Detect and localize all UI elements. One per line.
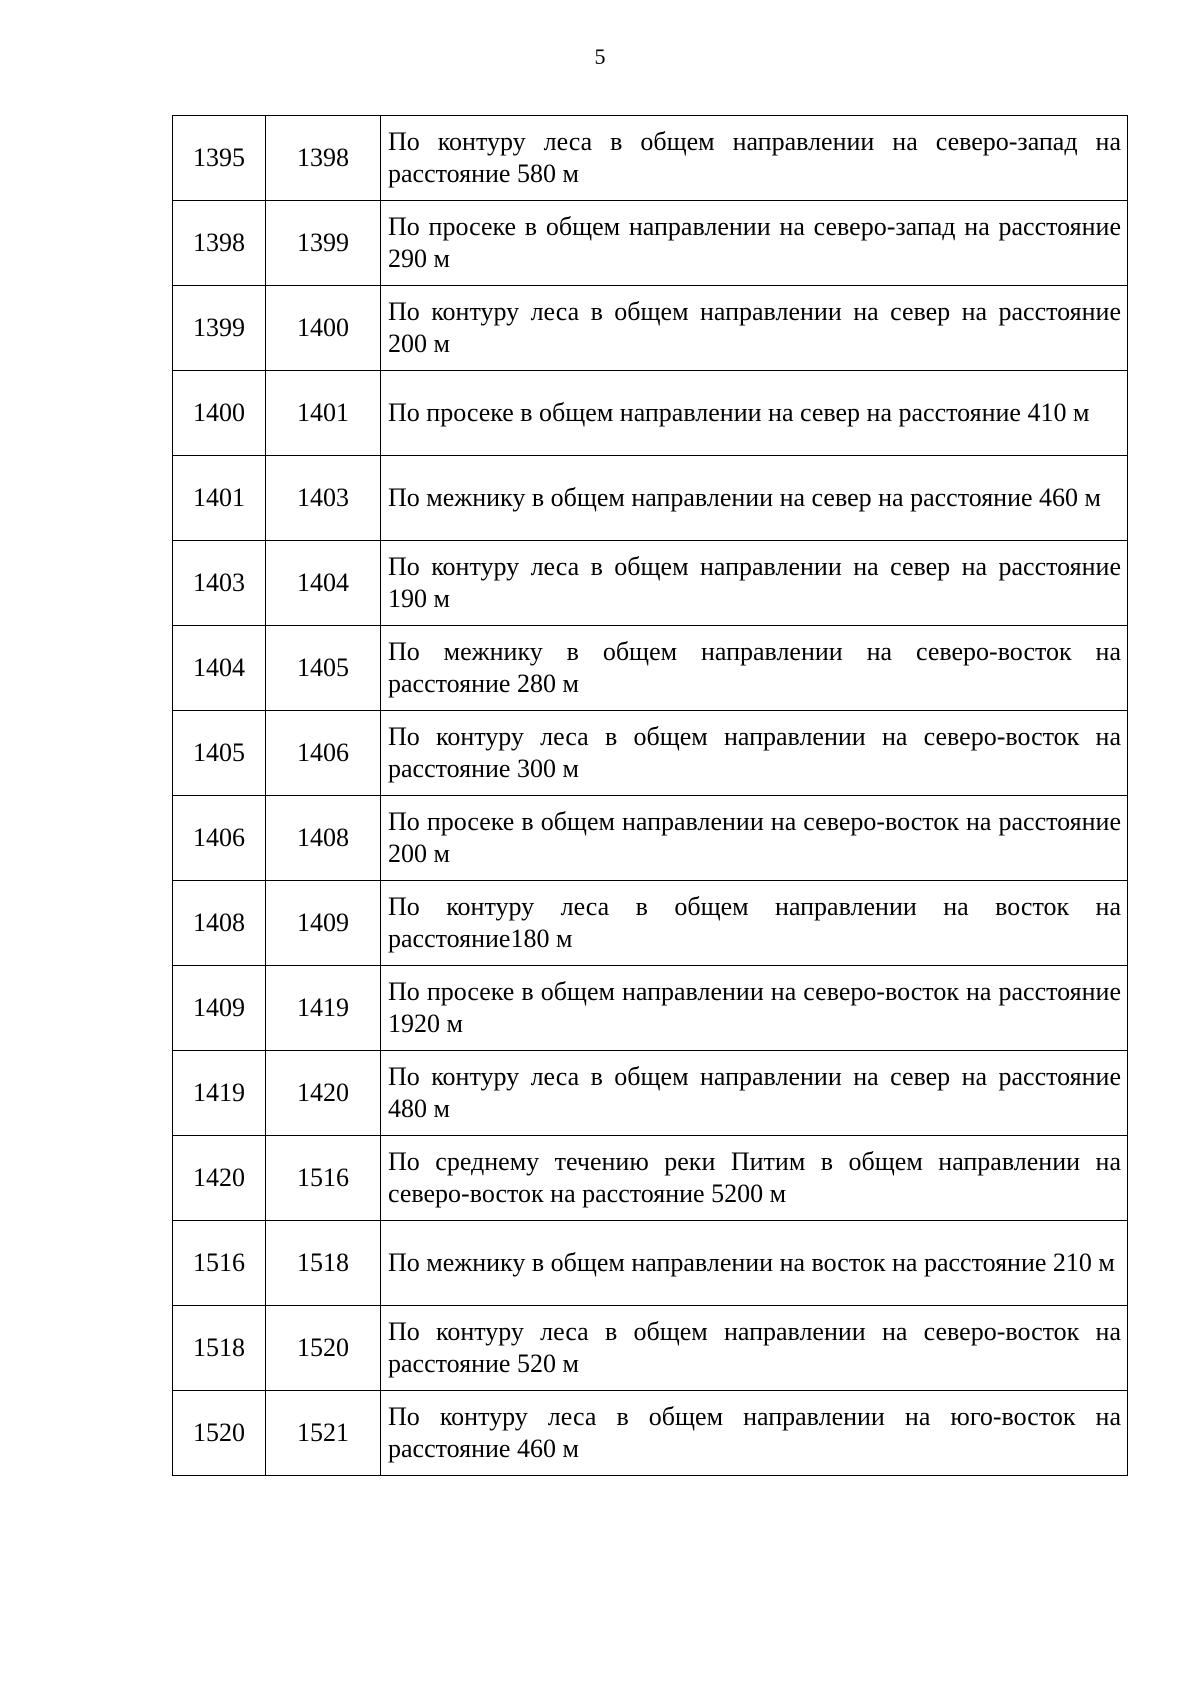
point-to: 1401 xyxy=(266,371,381,456)
segment-description: По контуру леса в общем направлении на север на расстояние 190 м xyxy=(381,541,1128,626)
table-row xyxy=(173,116,1128,201)
segment-description: По контуру леса в общем направлении на восток на расстояние180 м xyxy=(381,881,1128,966)
point-from: 1518 xyxy=(173,1306,266,1391)
segment-description: По контуру леса в общем направлении на северо-восток на расстояние 520 м xyxy=(381,1306,1128,1391)
segment-description: По межнику в общем направлении на север на расстояние 460 м xyxy=(381,456,1128,541)
segment-description: По просеке в общем направлении на северо-восток на расстояние 200 м xyxy=(381,796,1128,881)
point-to: 1419 xyxy=(266,966,381,1051)
point-from: 1405 xyxy=(173,711,266,796)
point-from: 1409 xyxy=(173,966,266,1051)
point-to: 1521 xyxy=(266,1391,381,1476)
segment-description: По межнику в общем направлении на восток на расстояние 210 м xyxy=(381,1221,1128,1306)
point-to: 1409 xyxy=(266,881,381,966)
point-to: 1420 xyxy=(266,1051,381,1136)
point-from: 1403 xyxy=(173,541,266,626)
segment-description: По контуру леса в общем направлении на юго-восток на расстояние 460 м xyxy=(381,1391,1128,1476)
table-row xyxy=(173,201,1128,286)
point-from: 1406 xyxy=(173,796,266,881)
point-to: 1408 xyxy=(266,796,381,881)
segment-description: По просеке в общем направлении на север на расстояние 410 м xyxy=(381,371,1128,456)
segment-description: По просеке в общем направлении на северо-восток на расстояние 1920 м xyxy=(381,966,1128,1051)
point-from: 1419 xyxy=(173,1051,266,1136)
point-from: 1399 xyxy=(173,286,266,371)
point-to: 1406 xyxy=(266,711,381,796)
point-from: 1408 xyxy=(173,881,266,966)
segment-description: По контуру леса в общем направлении на север на расстояние 200 м xyxy=(381,286,1128,371)
point-from: 1401 xyxy=(173,456,266,541)
page-number: 5 xyxy=(594,44,606,69)
table-row xyxy=(173,1136,1128,1221)
table-row xyxy=(173,1391,1128,1476)
table-row xyxy=(173,1306,1128,1391)
segment-description: По межнику в общем направлении на северо-восток на расстояние 280 м xyxy=(381,626,1128,711)
point-to: 1520 xyxy=(266,1306,381,1391)
point-to: 1398 xyxy=(266,116,381,201)
segment-description: По среднему течению реки Питим в общем направлении на северо-восток на расстояние 5200 м xyxy=(381,1136,1128,1221)
segment-description: По контуру леса в общем направлении на северо-восток на расстояние 300 м xyxy=(381,711,1128,796)
table-row xyxy=(173,1221,1128,1306)
table-row xyxy=(173,711,1128,796)
point-from: 1520 xyxy=(173,1391,266,1476)
point-from: 1404 xyxy=(173,626,266,711)
segment-description: По контуру леса в общем направлении на северо-запад на расстояние 580 м xyxy=(381,116,1128,201)
point-to: 1403 xyxy=(266,456,381,541)
point-from: 1516 xyxy=(173,1221,266,1306)
point-from: 1398 xyxy=(173,201,266,286)
point-from: 1420 xyxy=(173,1136,266,1221)
point-to: 1400 xyxy=(266,286,381,371)
table-row xyxy=(173,371,1128,456)
table-row xyxy=(173,796,1128,881)
table-row xyxy=(173,456,1128,541)
point-to: 1405 xyxy=(266,626,381,711)
point-to: 1518 xyxy=(266,1221,381,1306)
table-row xyxy=(173,881,1128,966)
table-row xyxy=(173,541,1128,626)
segment-description: По просеке в общем направлении на северо-запад на расстояние 290 м xyxy=(381,201,1128,286)
point-to: 1404 xyxy=(266,541,381,626)
boundary-table xyxy=(172,115,1128,1476)
table-row xyxy=(173,1051,1128,1136)
segment-description: По контуру леса в общем направлении на север на расстояние 480 м xyxy=(381,1051,1128,1136)
point-from: 1395 xyxy=(173,116,266,201)
table-row xyxy=(173,626,1128,711)
point-to: 1399 xyxy=(266,201,381,286)
table-row xyxy=(173,966,1128,1051)
point-from: 1400 xyxy=(173,371,266,456)
table-row xyxy=(173,286,1128,371)
point-to: 1516 xyxy=(266,1136,381,1221)
